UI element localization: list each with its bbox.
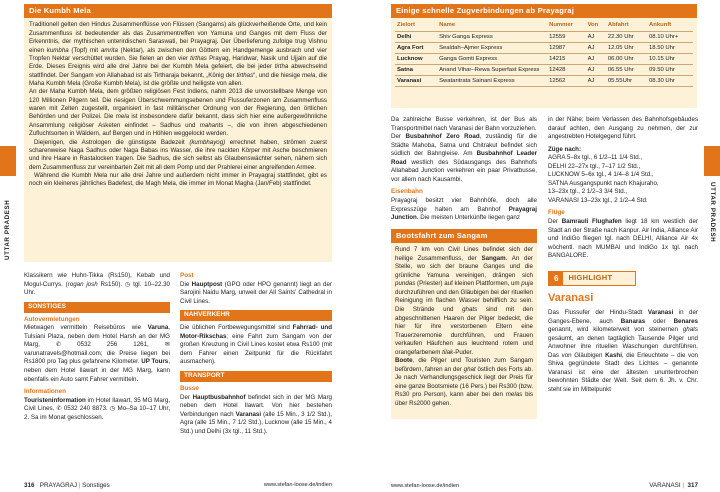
table-cell: 22.30 Uhr xyxy=(606,31,647,42)
fluege-text: Der Bamrauli Flughafen liegt 18 km westlich der Stadt an der Straße nach Kanpur. Air India, Alliance Air und IndiGo fliegen tgl. nach DELHI, Alliance Air 4x wöchentl. nach MUMBAI und IndiGo 1x tgl. nach BANGALORE. xyxy=(548,218,698,260)
table-cell: 12428 xyxy=(547,65,585,76)
table-cell: Anand Vihar–Rewa Superfast Express xyxy=(437,65,547,76)
train-list-item: 13–23x tgl., 2 1/2–3 3/4 Std., xyxy=(548,188,628,196)
table-row xyxy=(395,42,693,53)
heading-post: Post xyxy=(180,272,194,279)
section-nahverkehr: NAHVERKEHR xyxy=(180,310,332,321)
table-cell: 08.30 Uhr xyxy=(647,76,693,87)
box-body xyxy=(24,18,332,191)
heading-zuege: Züge nach: xyxy=(548,145,582,153)
table-cell: Ganga Gomti Express xyxy=(437,53,547,64)
table-cell: 12559 xyxy=(547,31,585,42)
highlight-badge xyxy=(548,271,636,286)
table-cell: Delhi xyxy=(395,31,437,42)
heading-busse: Busse xyxy=(180,385,199,392)
table-cell: Varanasi xyxy=(395,76,437,87)
busbahnhof-text: Der Busbahnhof Zero Road, zuständig für die Städte Mahoba, Satna und Chitrakut befindet sich südlich der Bahngleise. Am Busbahnhof Leader Road westlich des Südausgangs des Bahnhofs Allahabad Junction verkehren ein paar Privatbusse, vor allem nach Kausambi. xyxy=(391,133,537,183)
table-header-cell: Von xyxy=(586,20,606,31)
train-connections-box xyxy=(391,4,697,108)
box-paragraph-4: Während die Kumbh Mela nur alle drei Jahre und außerdem nicht immer in Prayagraj stattfindet, gibt es noch ein kleineres jährliches Badefest, die Magh Mela, die immer im Monat Magha (Jan/Feb) stattfindet. xyxy=(29,171,327,188)
boote-text: Boote, die Pilger und Touristen zum Sangam befördern, fahren an der ghat östlich des Forts ab. Je nach Verhandlungsgeschick liegt der Preis für eine ganze Bootsmiete (16 Pers.) bei Rs300 (bzw. Rs30 pro Person), kann aber bei den melas bis über Rs2000 gehen. xyxy=(395,357,533,408)
table-cell: 06.55 Uhr xyxy=(606,65,647,76)
busse-text: Der Hauptbusbahnhof befindet sich in der MG Marg neben dem Hotel Ilawart. Von hier bestehen Verbindungen nach Varanasi (alle 15 Min., 3 1/2 Std.), Agra (alle 15 Min., 7 1/2 Std.), Lucknow (alle 15 Min., 4 Std.) und Delhi (3x tgl., 11 Std.). xyxy=(180,393,332,435)
table-cell: AJ xyxy=(586,76,606,87)
table-header-cell: Ankunft xyxy=(647,20,693,31)
right-column-1 xyxy=(391,116,537,419)
post-text: Die Hauptpost (GPO oder HPO genannt) liegt an der Sarojini Naidu Marg, unweit der All Saints' Cathedral in Civil Lines. xyxy=(180,280,332,305)
table-header-cell: Zielort xyxy=(395,20,437,31)
table-cell: 12562 xyxy=(547,76,585,87)
running-head-right: VARANASI xyxy=(649,482,681,489)
left-column-1 xyxy=(24,272,170,422)
train-list xyxy=(548,154,698,205)
sangam-box-title: Bootsfahrt zum Sangam xyxy=(391,229,537,243)
clock-icon: ◷ xyxy=(124,280,131,288)
train-box-title: Einige schnelle Zugverbindungen ab Prayagraj xyxy=(391,4,697,18)
table-cell: Shiv Ganga Express xyxy=(437,31,547,42)
eisenbahn-text: Prayagraj besitzt vier Bahnhöfe, doch alle Expresszüge halten am Bahnhof Prayagraj Junction. Die meisten Unterkünfte liegen ganz xyxy=(391,197,537,222)
heading-informationen: Informationen xyxy=(24,388,66,396)
table-cell: 05.55Uhr xyxy=(606,76,647,87)
clock-icon: ◷ xyxy=(109,405,116,413)
footer-url-right: www.stefan-loose.de/indien xyxy=(391,483,460,489)
heading-autovermietungen: Autovermietungen xyxy=(24,315,80,323)
footer-url-left: www.stefan-loose.de/indien xyxy=(263,482,332,488)
phone-icon: ✆ xyxy=(56,405,62,413)
train-table xyxy=(395,20,693,87)
train-list-item: DELHI 22–27x tgl., 7–17 1/2 Std., xyxy=(548,162,641,170)
right-column-2 xyxy=(548,116,698,395)
left-column-2 xyxy=(180,272,332,436)
bus-intro-text: Da zahlreiche Busse verkehren, ist der Bus als Transportmittel nach Varanasi der Bahn vorzuziehen. xyxy=(391,116,537,132)
table-cell: Swatantrata Sainani Express xyxy=(437,76,547,87)
table-cell: 18.50 Uhr xyxy=(647,42,693,53)
varanasi-title: Varanasi xyxy=(548,291,594,304)
table-row xyxy=(395,76,693,87)
table-row xyxy=(395,31,693,42)
box-paragraph-2: An der Maha Kumbh Mela, dem größten religiösen Fest Indiens, nahm 2013 die unvorstellbare Menge von 120 Millionen Pilgern teil. Die riesigen Überschwemmungsebenen und Flussuferzonen am Zusammenfluss waren mit Zelten zugestellt, organisiert in fast militärischer Ordnung von der Regierung, den örtlichen Behörden und der Polizei. Die mela ist insbesondere dafür bekannt, dass sich hier eine außergewöhnliche Ansammlung religiöser Asketen einfindet – Sadhus und mahants –, die von ihren abgeschiedenen Zufluchtsorten in Wäldern, auf Bergen und in Höhlen weggelockt werden. xyxy=(29,88,327,138)
varanasi-text: Das Flussufer der Hindu-Stadt Varanasi in der Ganges-Ebene, auch Banaras oder Benares genannt, wird kilometerweit von steinernen ghats gesäumt, an denen tagtäglich Tausende Pilger und Anwohner ihre rituellen Waschungen durchführen. Das von Gläubigen Kashi, die Erleuchtete – die von Shiva gegründete Stadt des Lichtes – genannte Varanasi ist eine der ältesten ununterbrochen bewohnten Städte der Welt. Seit dem 6. Jh. v. Chr. steht sie im Mittelpunkt xyxy=(548,309,698,394)
table-cell: Sealdah–Ajmer Express xyxy=(437,42,547,53)
mail-icon: ✉ xyxy=(164,341,170,349)
box-title: Die Kumbh Mela xyxy=(24,4,332,18)
table-cell: 12.05 Uhr xyxy=(606,42,647,53)
page-number-left: 316 xyxy=(24,482,35,489)
side-tab-label: UTTAR PRADESH xyxy=(709,182,716,243)
table-cell: AJ xyxy=(586,42,606,53)
table-header-cell: Abfahrt xyxy=(606,20,647,31)
page-number-right: 317 xyxy=(687,482,698,489)
table-cell: 10.15 Uhr xyxy=(647,53,693,64)
table-cell: 12987 xyxy=(547,42,585,53)
sangam-box xyxy=(391,229,537,419)
sangam-text: Rund 7 km von Civil Lines befindet sich der heilige Zusammenfluss, der Sangam. An der Stelle, wo sich der braune Ganges und die grünliche Yamuna vereinigen, drängen sich pundas (Priester) auf kleinen Plattformen, um puja durchzuführen und den Gläubigen bei der rituellen Reinigung im flachen Wasser behilflich zu sein. Die Strände und ghats sind mit den abgeschnittenen Haaren der Pilger bedeckt, die hier für ihre verstorbenen Eltern eine Trauerzeremonie durchführen, und Frauen verkaufen Häufchen aus leuchtend rotem und orangefarbenem tilak-Puder. xyxy=(395,246,533,356)
table-cell: 09.50 Uhr xyxy=(647,65,693,76)
table-cell: 06.00 Uhr xyxy=(606,53,647,64)
autovermietung-text: Mietwagen vermitteln Reisebüros wie Varuna, Tulsiani Plaza, neben dem Hotel Harsh an der MG Marg, ✆ 0532 256 1261, ✉ varunatravels@hotmail.com; die Preise liegen bei Rs1800 pro Tag plus gefahrene Kilometer. UP Tours, neben dem Hotel Ilawart in der MG Marg, kann ebenfalls ein Auto samt Fahrer vermitteln. xyxy=(24,324,170,383)
kumbh-mela-box xyxy=(24,4,332,262)
highlight-label: HIGHLIGHT xyxy=(568,273,613,283)
train-list-item: LUCKNOW 5–6x tgl., 4 1/4–8 1/4 Std., xyxy=(548,171,654,179)
table-cell: AJ xyxy=(586,31,606,42)
table-row xyxy=(395,53,693,64)
heading-fluege: Flüge xyxy=(548,209,565,217)
bahnhof-text: in der Nähe; beim Verlassen des Bahnhofsgebäudes darauf achten, den Ausgang zu nehmen, der zur angestrebten Hotelgegend führt. xyxy=(548,116,698,141)
table-cell: AJ xyxy=(586,65,606,76)
table-header-cell: Name xyxy=(437,20,547,31)
running-head-left: PRAYAGRAJ xyxy=(39,482,77,489)
left-footer: 316 PRAYAGRAJ | Sonstiges www.stefan-loose.de/indien xyxy=(24,482,332,489)
train-list-item: VARANASI 13–23x tgl., 2 1/2–4 Std. xyxy=(548,196,648,204)
box-paragraph-3: Diejenigen, die Astrologen die günstigste Badezeit (kumbhayog) errechnet haben, strömen zuerst scharenweise Naga Sadhus oder Naga Babas ins Wasser, die ihre nackten Körper mit Asche beschmieren und ihre Haare in Rastalocken tragen. Die Sadhus, die sich selbst als Glaubenswächter sehen, nähern sich dem Zusammenfluss zur vereinbarten Zeit mit all dem Pomp und der Prahlerei einer angreifenden Armee. xyxy=(29,138,327,171)
side-tab-label-left: UTTAR PRADESH xyxy=(4,199,11,260)
heading-eisenbahn: Eisenbahn xyxy=(391,188,423,196)
table-header-cell: Nummer xyxy=(547,20,585,31)
restaurant-text: Klassikern wie Huhn-Tikka (Rs150), Kebab und Mogul-Currys. (rogan josh Rs150). ◷ tgl. 10–22.30 Uhr. xyxy=(24,272,170,297)
table-cell: Lucknow xyxy=(395,53,437,64)
table-cell: 08.10 Uhr+ xyxy=(647,31,693,42)
highlight-number: 6 xyxy=(549,272,563,285)
left-side-tab xyxy=(0,146,16,176)
right-side-tab xyxy=(704,146,720,176)
section-sonstiges: SONSTIGES xyxy=(24,302,170,313)
box-paragraph-1: Traditionell gelten den Hindus Zusammenflüsse von Flüssen (Sangams) als glückverheißende Orte, und kein Zusammenfluss ist bedeutender als das Zusammentreffen von Yamuna und Ganges mit dem Fluss der Erkenntnis, der mythischen unterirdischen Saraswati, bei Prayagraj. Der Überlieferung zufolge trug Vishnu einen kumbha (Topf) mit amrita (Nektar), als zwischen den Göttern ein Handgemenge ausbrach und vier Tropfen Nektar verschüttet wurden. Sie fielen an den vier tirthas Prayag, Haridwar, Nasik und Ujjain auf die Erde. Dieses Ereignis wird alle drei Jahre bei der Kumbh Mela gefeiert, die bei jeder tirtha abwechselnd stattfindet. Der Sangam von Allahabad ist als Tirtharaja bekannt, „König der tirthas“, und die hiesige mela, die Maha Kumbh Mela (Große Kumbh Mela), ist die größte und heiligste von allen. xyxy=(29,21,328,87)
table-cell: Satna xyxy=(395,65,437,76)
table-row xyxy=(395,65,693,76)
train-list-item: SATNA Ausgangspunkt nach Khajuraho, xyxy=(548,179,659,187)
table-cell: AJ xyxy=(586,53,606,64)
table-cell: 14215 xyxy=(547,53,585,64)
right-footer: www.stefan-loose.de/indien VARANASI | 317 xyxy=(391,482,698,489)
section-transport: TRANSPORT xyxy=(180,371,332,382)
running-section-left: Sonstiges xyxy=(82,482,110,489)
phone-icon: ✆ xyxy=(55,341,62,349)
information-text: Touristeninformation im Hotel Ilawart, 35 MG Marg, Civil Lines, ✆ 0532 240 8873. ◷ Mo–Sa 10–17 Uhr, 2. Sa im Monat geschlossen. xyxy=(24,396,170,421)
table-cell: Agra Fort xyxy=(395,42,437,53)
nahverkehr-text: Die üblichen Fortbewegungsmittel sind Fahrrad- und Motor-Rikschas; eine Fahrt zum Sangam von der großen Kreuzung in Civil Lines kostet etwa Rs100 (mit dem Fahrer einen Zeitpunkt für die Rückfahrt ausmachen). xyxy=(180,324,332,366)
train-list-item: AGRA 5–8x tgl., 6 1/2–11 1/4 Std., xyxy=(548,154,643,162)
